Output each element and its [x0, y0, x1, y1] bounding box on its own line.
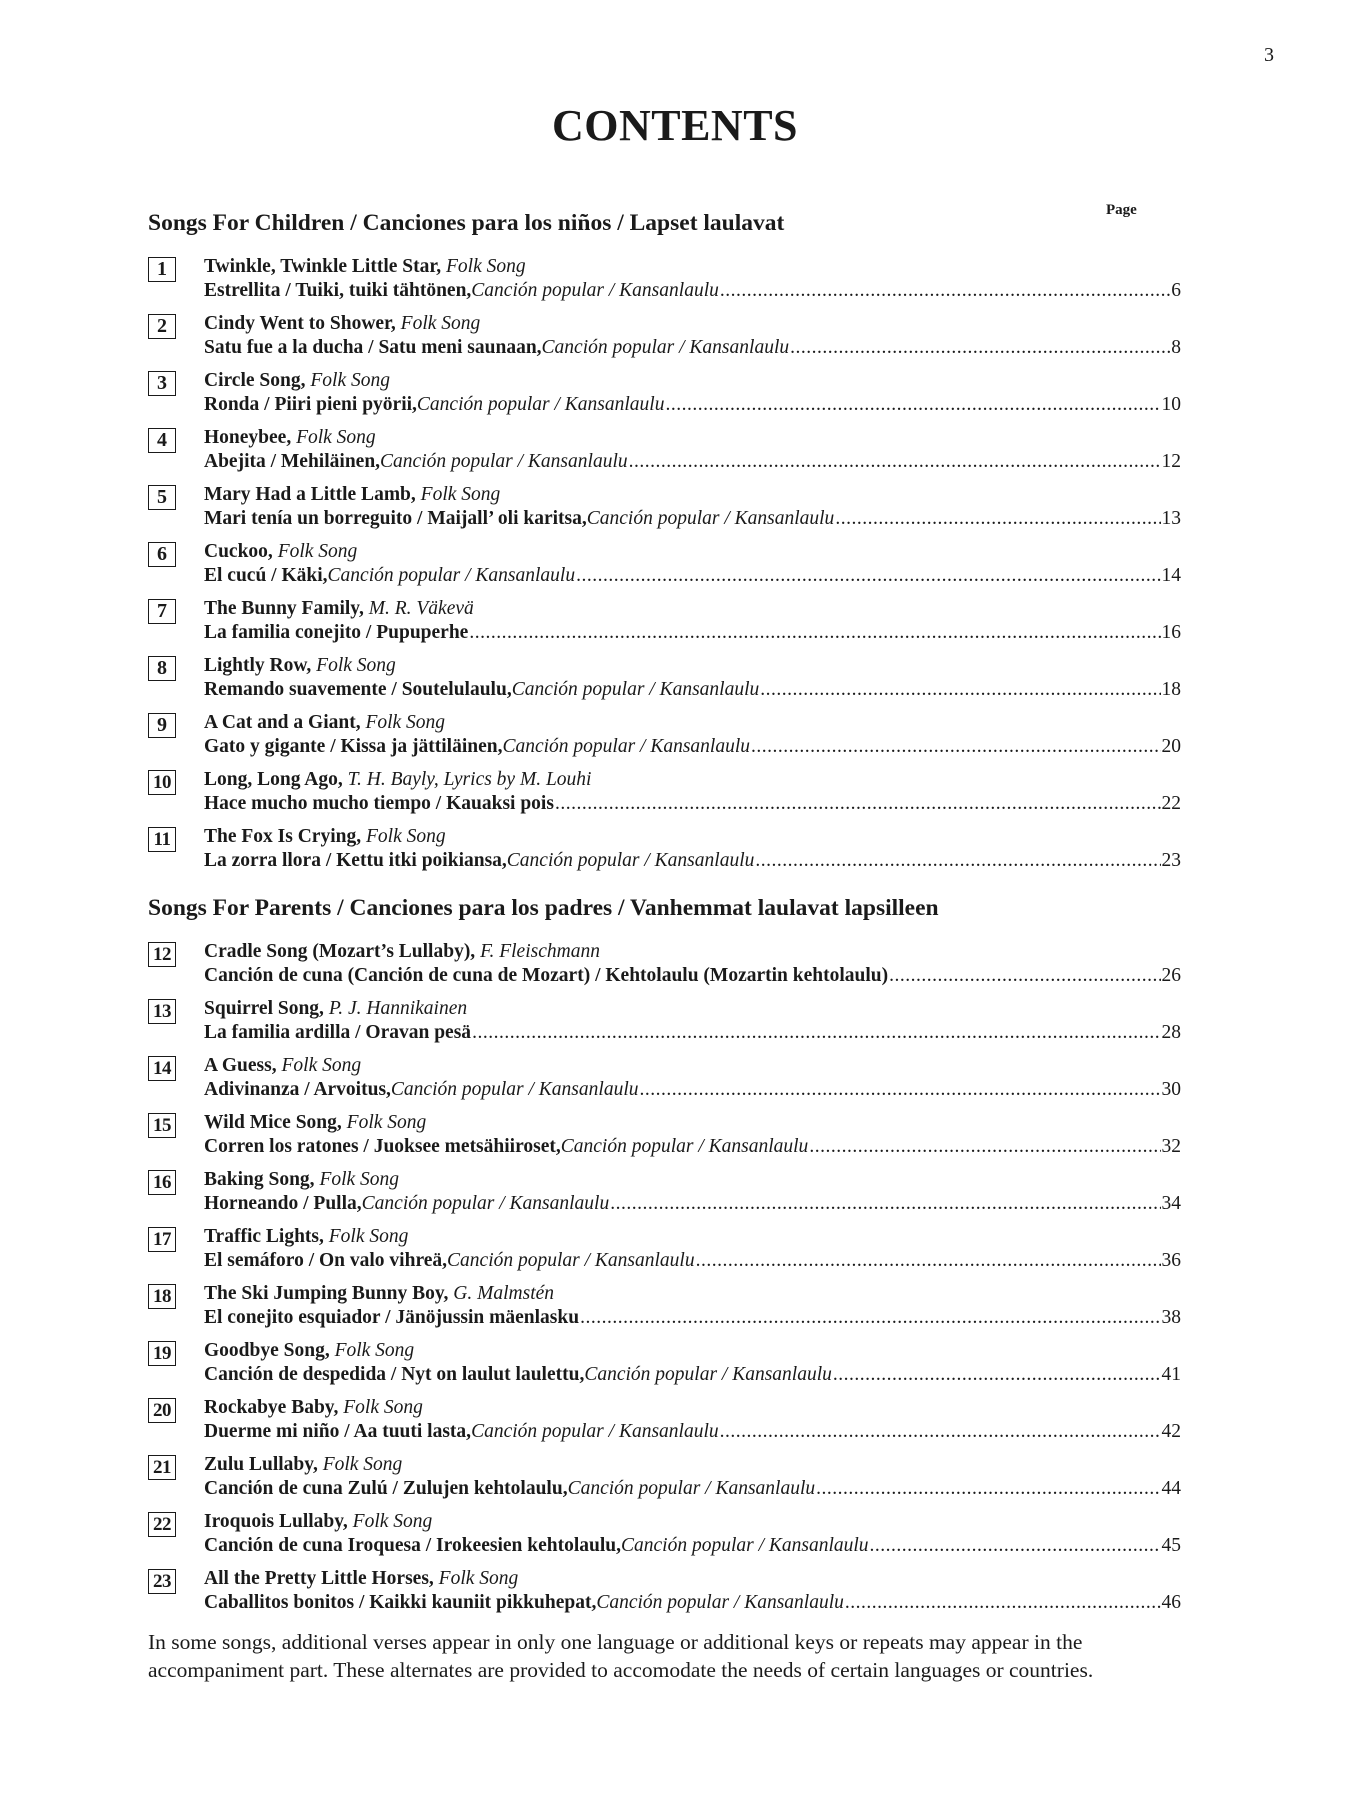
song-composer: Folk Song: [317, 1454, 403, 1475]
dot-leader: [696, 1249, 1161, 1273]
song-title-line: [204, 1453, 402, 1477]
song-title: Lightly Row,: [204, 655, 312, 676]
page-ref: 10: [1161, 394, 1181, 415]
song-number-box: 10: [148, 770, 176, 795]
song-composer: Folk Song: [415, 484, 501, 505]
page-ref: 26: [1161, 965, 1181, 986]
section-heading: Songs For Children / Canciones para los niños / Lapset laulavat: [148, 210, 785, 236]
toc-entry: [148, 483, 1181, 540]
song-composer: Folk Song: [305, 370, 390, 391]
song-translation-line: [204, 1363, 1181, 1387]
song-title-line: [204, 597, 474, 621]
song-title: The Ski Jumping Bunny Boy,: [204, 1283, 449, 1304]
toc-entry: [148, 1225, 1181, 1282]
song-number-box: 17: [148, 1227, 176, 1252]
dot-leader: [809, 1135, 1160, 1159]
song-title: Traffic Lights,: [204, 1226, 324, 1247]
song-translation-line: [204, 792, 1181, 816]
song-translation-line: [204, 849, 1181, 873]
song-translation-line: [204, 1192, 1181, 1216]
song-composer: G. Malmstén: [448, 1283, 555, 1304]
toc-entry: [148, 1567, 1181, 1624]
song-title-line: [204, 426, 376, 450]
page-ref: 45: [1161, 1535, 1181, 1556]
song-translation-composer: Canción popular / Kansanlaulu: [361, 1193, 610, 1214]
song-translation-line: [204, 1135, 1181, 1159]
song-title: Baking Song,: [204, 1169, 315, 1190]
song-number-box: 14: [148, 1056, 176, 1081]
song-translation-line: [204, 1306, 1181, 1330]
song-translation-line: [204, 1591, 1181, 1615]
song-title-line: [204, 312, 480, 336]
toc-entry: [148, 654, 1181, 711]
song-title-line: [204, 255, 526, 279]
song-translation-composer: Canción popular / Kansanlaulu: [560, 1136, 809, 1157]
toc-entry: [148, 1339, 1181, 1396]
song-title-line: [204, 768, 591, 792]
song-translation: La zorra llora / Kettu itki poikiansa,: [204, 850, 507, 871]
song-translation-line: [204, 336, 1181, 360]
song-title: Wild Mice Song,: [204, 1112, 342, 1133]
song-translation-line: [204, 735, 1181, 759]
toc-entry: [148, 1054, 1181, 1111]
song-translation-composer: Canción popular / Kansanlaulu: [584, 1364, 832, 1385]
song-title-line: [204, 654, 396, 678]
song-translation: Hace mucho mucho tiempo / Kauaksi pois: [204, 793, 554, 814]
dot-leader: [790, 336, 1170, 360]
song-translation-line: [204, 1534, 1181, 1558]
song-number-box: 19: [148, 1341, 176, 1366]
song-title-line: [204, 1054, 361, 1078]
song-composer: F. Fleischmann: [475, 941, 600, 962]
song-number-box: 6: [148, 542, 176, 567]
dot-leader: [629, 450, 1161, 474]
song-composer: Folk Song: [314, 1169, 400, 1190]
toc-entry: [148, 1453, 1181, 1510]
song-translation: La familia ardilla / Oravan pesä: [204, 1022, 472, 1043]
toc-entry: [148, 369, 1181, 426]
song-translation: Ronda / Piiri pieni pyörii,: [204, 394, 417, 415]
page-ref: 6: [1171, 280, 1181, 301]
song-translation-composer: Canción popular / Kansanlaulu: [502, 736, 751, 757]
song-translation: Canción de cuna (Canción de cuna de Mozart) / Kehtolaulu (Mozartin kehtolaulu): [204, 965, 889, 986]
song-title-line: [204, 997, 467, 1021]
toc-entry: [148, 597, 1181, 654]
song-translation-line: [204, 964, 1181, 988]
song-title: The Fox Is Crying,: [204, 826, 362, 847]
entry-list: [148, 255, 1181, 882]
song-title: The Bunny Family,: [204, 598, 364, 619]
toc-entry: [148, 255, 1181, 312]
song-translation: Adivinanza / Arvoitus,: [204, 1079, 391, 1100]
dot-leader: [816, 1477, 1160, 1501]
toc-entry: [148, 997, 1181, 1054]
song-title-line: [204, 825, 446, 849]
song-title: All the Pretty Little Horses,: [204, 1568, 434, 1589]
dot-leader: [639, 1078, 1160, 1102]
song-translation: El cucú / Käki,: [204, 565, 328, 586]
song-title-line: [204, 1510, 432, 1534]
dot-leader: [580, 1306, 1160, 1330]
song-title: Rockabye Baby,: [204, 1397, 339, 1418]
toc-entry: [148, 1282, 1181, 1339]
page-ref: 14: [1161, 565, 1181, 586]
song-translation-line: [204, 1420, 1181, 1444]
page-ref: 36: [1161, 1250, 1181, 1271]
page-ref: 18: [1161, 679, 1181, 700]
song-translation: La familia conejito / Pupuperhe: [204, 622, 469, 643]
song-title: Squirrel Song,: [204, 998, 324, 1019]
song-composer: Folk Song: [360, 712, 446, 733]
song-translation: Abejita / Mehiläinen,: [204, 451, 381, 472]
page-ref: 44: [1161, 1478, 1181, 1499]
song-translation-composer: Canción popular / Kansanlaulu: [567, 1478, 816, 1499]
song-translation: Satu fue a la ducha / Satu meni saunaan,: [204, 337, 542, 358]
song-number-box: 16: [148, 1170, 176, 1195]
song-translation-composer: Canción popular / Kansanlaulu: [380, 451, 628, 472]
song-translation-line: [204, 393, 1181, 417]
song-number-box: 5: [148, 485, 176, 510]
song-title: A Cat and a Giant,: [204, 712, 361, 733]
song-translation-line: [204, 279, 1181, 303]
dot-leader: [755, 849, 1160, 873]
song-number-box: 3: [148, 371, 176, 396]
song-translation-line: [204, 564, 1181, 588]
entry-list: [148, 940, 1181, 1624]
song-title-line: [204, 711, 445, 735]
song-number-box: 11: [148, 827, 176, 852]
song-number-box: 7: [148, 599, 176, 624]
song-composer: Folk Song: [338, 1397, 423, 1418]
song-number-box: 18: [148, 1284, 176, 1309]
song-number-box: 20: [148, 1398, 176, 1423]
song-composer: Folk Song: [361, 826, 446, 847]
page-ref: 22: [1161, 793, 1181, 814]
song-translation-line: [204, 1477, 1181, 1501]
toc-entry: [148, 1111, 1181, 1168]
song-title: Long, Long Ago,: [204, 769, 343, 790]
toc-entry: [148, 426, 1181, 483]
toc-entry: [148, 711, 1181, 768]
song-title-line: [204, 1567, 518, 1591]
song-title: Iroquois Lullaby,: [204, 1511, 348, 1532]
song-translation: Corren los ratones / Juoksee metsähiiroset,: [204, 1136, 561, 1157]
page-ref: 46: [1161, 1592, 1181, 1613]
song-number-box: 23: [148, 1569, 176, 1594]
song-composer: P. J. Hannikainen: [323, 998, 468, 1019]
dot-leader: [610, 1192, 1160, 1216]
song-translation-composer: Canción popular / Kansanlaulu: [586, 508, 835, 529]
page-ref: 13: [1161, 508, 1181, 529]
toc-entry: [148, 825, 1181, 882]
song-number-box: 15: [148, 1113, 176, 1138]
song-translation-composer: Canción popular / Kansanlaulu: [471, 1421, 719, 1442]
dot-leader: [845, 1591, 1161, 1615]
dot-leader: [469, 621, 1160, 645]
song-title-line: [204, 1282, 554, 1306]
song-composer: Folk Song: [276, 1055, 362, 1076]
page-ref: 12: [1161, 451, 1181, 472]
footnote: In some songs, additional verses appear in only one language or additional keys or repeats may appear in the accompaniment part. These alternates are provided to accomodate the needs of certain languages or countries.: [148, 1630, 1094, 1682]
song-translation-line: [204, 1078, 1181, 1102]
song-translation-composer: Canción popular / Kansanlaulu: [596, 1592, 844, 1613]
song-number-box: 4: [148, 428, 176, 453]
song-translation: El semáforo / On valo vihreä,: [204, 1250, 448, 1271]
song-title-line: [204, 1111, 426, 1135]
song-title: Cradle Song (Mozart’s Lullaby),: [204, 941, 476, 962]
song-title-line: [204, 1168, 399, 1192]
page-ref: 8: [1171, 337, 1181, 358]
song-translation-line: [204, 1249, 1181, 1273]
song-composer: Folk Song: [441, 256, 526, 277]
song-title-line: [204, 369, 390, 393]
song-title-line: [204, 1225, 408, 1249]
page-ref: 16: [1161, 622, 1181, 643]
page-title: CONTENTS: [551, 101, 799, 150]
song-number-box: 22: [148, 1512, 176, 1537]
dot-leader: [835, 507, 1160, 531]
song-translation: Estrellita / Tuiki, tuiki tähtönen,: [204, 280, 472, 301]
song-title-line: [204, 1339, 414, 1363]
toc-entry: [148, 540, 1181, 597]
song-number-box: 2: [148, 314, 176, 339]
dot-leader: [833, 1363, 1161, 1387]
song-translation-line: [204, 621, 1181, 645]
page-number: 3: [1264, 44, 1274, 66]
song-title-line: [204, 1396, 423, 1420]
dot-leader: [576, 564, 1160, 588]
song-composer: Folk Song: [341, 1112, 427, 1133]
dot-leader: [870, 1534, 1161, 1558]
song-composer: Folk Song: [323, 1226, 409, 1247]
song-title: Honeybee,: [204, 427, 292, 448]
song-title: Cindy Went to Shower,: [204, 313, 396, 334]
song-translation: Remando suavemente / Soutelulaulu,: [204, 679, 512, 700]
toc-entry: [148, 1168, 1181, 1225]
song-title: Zulu Lullaby,: [204, 1454, 318, 1475]
song-composer: Folk Song: [311, 655, 396, 676]
song-translation-composer: Canción popular / Kansanlaulu: [506, 850, 755, 871]
section-parents: [148, 890, 1181, 1624]
song-title-line: [204, 940, 600, 964]
song-composer: T. H. Bayly, Lyrics by M. Louhi: [342, 769, 592, 790]
song-number-box: 12: [148, 942, 176, 967]
dot-leader: [472, 1021, 1160, 1045]
page-ref: 38: [1161, 1307, 1181, 1328]
song-translation-line: [204, 507, 1181, 531]
dot-leader: [720, 1420, 1161, 1444]
song-translation-composer: Canción popular / Kansanlaulu: [511, 679, 760, 700]
song-translation-composer: Canción popular / Kansanlaulu: [416, 394, 665, 415]
page-ref: 20: [1161, 736, 1181, 757]
song-translation-composer: Canción popular / Kansanlaulu: [620, 1535, 869, 1556]
song-composer: Folk Song: [329, 1340, 415, 1361]
song-number-box: 9: [148, 713, 176, 738]
toc-entry: [148, 768, 1181, 825]
song-composer: Folk Song: [433, 1568, 519, 1589]
song-title: Goodbye Song,: [204, 1340, 330, 1361]
song-translation-composer: Canción popular / Kansanlaulu: [327, 565, 576, 586]
toc-entry: [148, 312, 1181, 369]
song-translation-composer: Canción popular / Kansanlaulu: [541, 337, 790, 358]
song-translation-line: [204, 1021, 1181, 1045]
song-translation: El conejito esquiador / Jänöjussin mäenlasku: [204, 1307, 580, 1328]
song-title-line: [204, 483, 500, 507]
toc-entry: [148, 1396, 1181, 1453]
song-translation: Caballitos bonitos / Kaikki kauniit pikkuhepat,: [204, 1592, 597, 1613]
dot-leader: [665, 393, 1160, 417]
dot-leader: [720, 279, 1170, 303]
page-ref: 23: [1161, 850, 1181, 871]
toc-entry: [148, 940, 1181, 997]
song-translation: Mari tenía un borreguito / Maijall’ oli karitsa,: [204, 508, 587, 529]
song-translation-composer: Canción popular / Kansanlaulu: [447, 1250, 695, 1271]
song-translation-composer: Canción popular / Kansanlaulu: [390, 1079, 639, 1100]
dot-leader: [751, 735, 1160, 759]
dot-leader: [555, 792, 1161, 816]
song-composer: Folk Song: [291, 427, 376, 448]
song-translation: Canción de cuna Iroquesa / Irokeesien kehtolaulu,: [204, 1535, 621, 1556]
song-number-box: 13: [148, 999, 176, 1024]
song-composer: M. R. Väkevä: [363, 598, 474, 619]
dot-leader: [889, 964, 1160, 988]
page-ref: 34: [1161, 1193, 1181, 1214]
song-translation: Duerme mi niño / Aa tuuti lasta,: [204, 1421, 472, 1442]
song-number-box: 21: [148, 1455, 176, 1480]
song-translation: Canción de cuna Zulú / Zulujen kehtolaulu,: [204, 1478, 568, 1499]
song-number-box: 8: [148, 656, 176, 681]
song-title: Cuckoo,: [204, 541, 273, 562]
section-heading: Songs For Parents / Canciones para los padres / Vanhemmat laulavat lapsilleen: [148, 895, 939, 921]
song-number-box: 1: [148, 257, 176, 282]
song-title: A Guess,: [204, 1055, 277, 1076]
page-ref: 32: [1161, 1136, 1181, 1157]
section-children: [148, 205, 1181, 882]
song-title: Twinkle, Twinkle Little Star,: [204, 256, 442, 277]
song-translation-line: [204, 450, 1181, 474]
page-ref: 28: [1161, 1022, 1181, 1043]
song-translation-composer: Canción popular / Kansanlaulu: [471, 280, 719, 301]
page-column-label: Page: [1106, 202, 1137, 218]
song-translation-line: [204, 678, 1181, 702]
dot-leader: [760, 678, 1160, 702]
toc-entry: [148, 1510, 1181, 1567]
song-translation: Gato y gigante / Kissa ja jättiläinen,: [204, 736, 503, 757]
page-ref: 42: [1161, 1421, 1181, 1442]
song-translation: Canción de despedida / Nyt on laulut laulettu,: [204, 1364, 585, 1385]
page-ref: 41: [1161, 1364, 1181, 1385]
song-title: Mary Had a Little Lamb,: [204, 484, 416, 505]
page-ref: 30: [1161, 1079, 1181, 1100]
song-composer: Folk Song: [347, 1511, 433, 1532]
song-composer: Folk Song: [272, 541, 358, 562]
song-title: Circle Song,: [204, 370, 306, 391]
song-title-line: [204, 540, 357, 564]
song-composer: Folk Song: [395, 313, 481, 334]
song-translation: Horneando / Pulla,: [204, 1193, 362, 1214]
